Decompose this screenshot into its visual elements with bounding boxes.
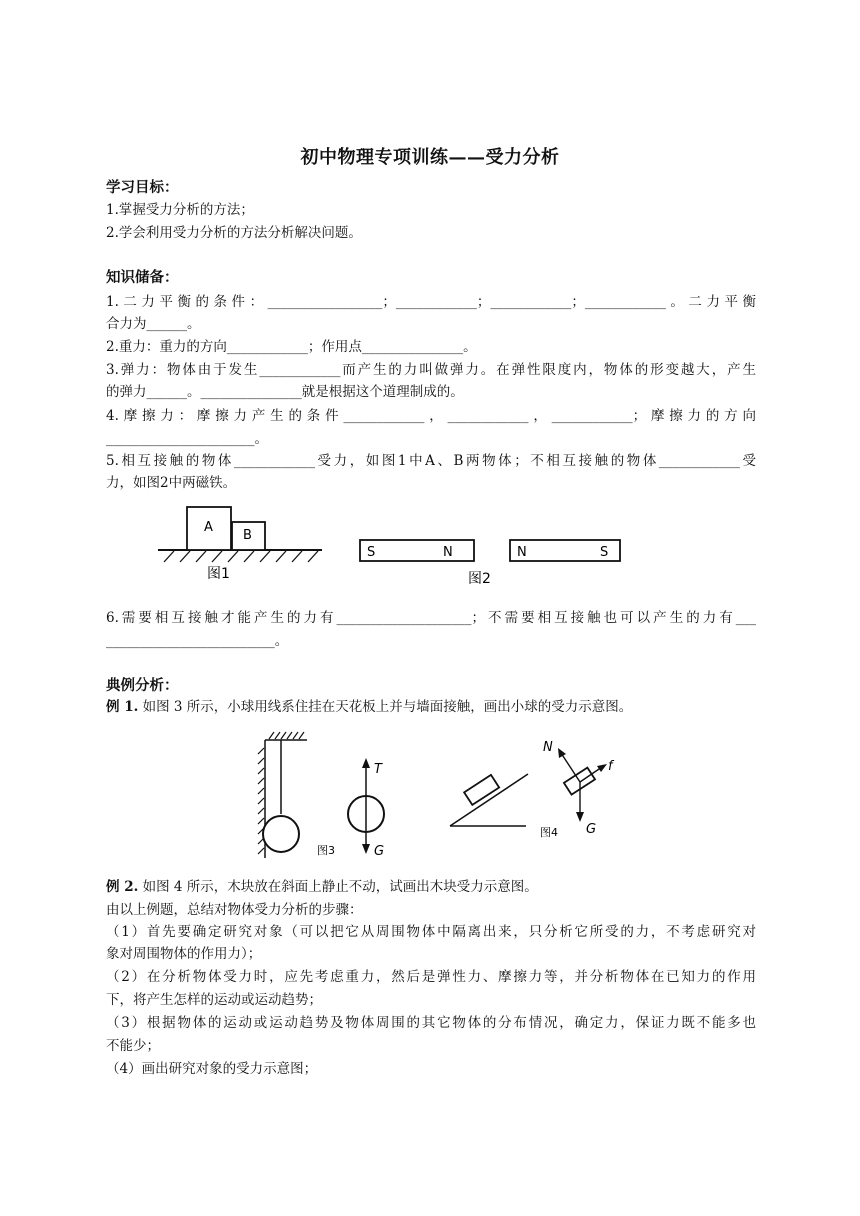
magnet-1 — [360, 540, 474, 561]
knowledge-line-2: 合力为______。 — [106, 316, 201, 332]
force-n-label: N — [543, 740, 553, 755]
magnet-2-right-pole: S — [600, 545, 609, 560]
knowledge-line-4: 3.弹力：物体由于发生____________而产生的力叫做弹力。在弹性限度内，物体的形变越大，产生 — [106, 362, 756, 378]
example-1-text — [106, 696, 756, 719]
force-g-label: G — [374, 844, 385, 859]
force-f-label: f — [608, 759, 613, 774]
steps-intro: 由以上例题，总结对物体受力分析的步骤： — [106, 902, 363, 918]
figure-2-label: 图2 — [468, 571, 491, 587]
block-a-label: A — [204, 520, 213, 535]
step-line-2: 象对周围物体的作用力）； — [106, 946, 262, 962]
knowledge-line-11: _________________________。 — [106, 633, 289, 649]
knowledge-line-8: 5.相互接触的物体____________受力，如图1中A、B两物体；不相互接触的物体____________受 — [106, 453, 756, 469]
magnet-1-right-pole: N — [443, 545, 453, 560]
knowledge-line-9: 力，如图2中两磁铁。 — [106, 475, 237, 491]
knowledge-line-5: 的弹力______。_______________就是根据这个道理制成的。 — [106, 384, 464, 400]
step-line-1: （1）首先要确定研究对象（可以把它从周围物体中隔离出来，只分析它所受的力，不考虑研究对 — [106, 924, 756, 940]
knowledge-line-7: ______________________。 — [106, 431, 268, 447]
figure-4-label: 图4 — [540, 826, 558, 839]
step-line-5: （3）根据物体的运动或运动趋势及物体周围的其它物体的分布情况，确定力，保证力既不能多也 — [106, 1015, 756, 1031]
example-2-label: 例 2. — [106, 879, 139, 895]
knowledge-line-10: 6.需要相互接触才能产生的力有____________________；不需要相互接触也可以产生的力有___ — [106, 610, 756, 626]
figure-4 — [440, 736, 630, 846]
knowledge-line-1: 1.二力平衡的条件：_________________；____________；____________；____________。二力平衡 — [106, 294, 756, 310]
magnet-1-left-pole: S — [367, 545, 376, 560]
goal-item-1: 1.掌握受力分析的方法； — [106, 202, 254, 218]
step-line-7: （4）画出研究对象的受力示意图； — [106, 1061, 318, 1077]
step-line-3: （2）在分析物体受力时，应先考虑重力，然后是弹性力、摩擦力等，并分析物体在已知力的作用 — [106, 969, 756, 985]
goal-item-2: 2.学会利用受力分析的方法分析解决问题。 — [106, 225, 362, 241]
force-t-label: T — [374, 762, 382, 777]
block-b-label: B — [243, 528, 252, 543]
step-line-6: 不能少； — [106, 1038, 160, 1054]
examples-heading: 典例分析： — [106, 677, 179, 694]
example-2-body: 如图 4 所示，木块放在斜面上静止不动，试画出木块受力示意图。 — [138, 879, 538, 895]
magnet-2-left-pole: N — [517, 545, 527, 560]
example-1-body: 如图 3 所示，小球用线系住挂在天花板上并与墙面接触，画出小球的受力示意图。 — [138, 699, 633, 715]
knowledge-line-6: 4.摩擦力：摩擦力产生的条件____________，____________，____________；摩擦力的方向 — [106, 408, 756, 424]
figure-2 — [350, 530, 640, 592]
hanging-ball — [263, 816, 299, 852]
incline-block — [464, 775, 499, 805]
goals-heading: 学习目标： — [106, 179, 179, 196]
example-2-text — [106, 876, 756, 899]
force-g-label: G — [586, 822, 597, 837]
knowledge-line-3: 2.重力：重力的方向____________；作用点_______________。 — [106, 339, 477, 355]
figure-1-label: 图1 — [207, 566, 230, 582]
figure-3 — [245, 728, 415, 868]
figure-1 — [150, 500, 330, 585]
figure-3-label: 图3 — [317, 844, 335, 857]
knowledge-heading: 知识储备： — [106, 269, 179, 286]
page-title: 初中物理专项训练——受力分析 — [300, 147, 560, 168]
example-1-label: 例 1. — [106, 699, 139, 715]
step-line-4: 下，将产生怎样的运动或运动趋势； — [106, 992, 322, 1008]
